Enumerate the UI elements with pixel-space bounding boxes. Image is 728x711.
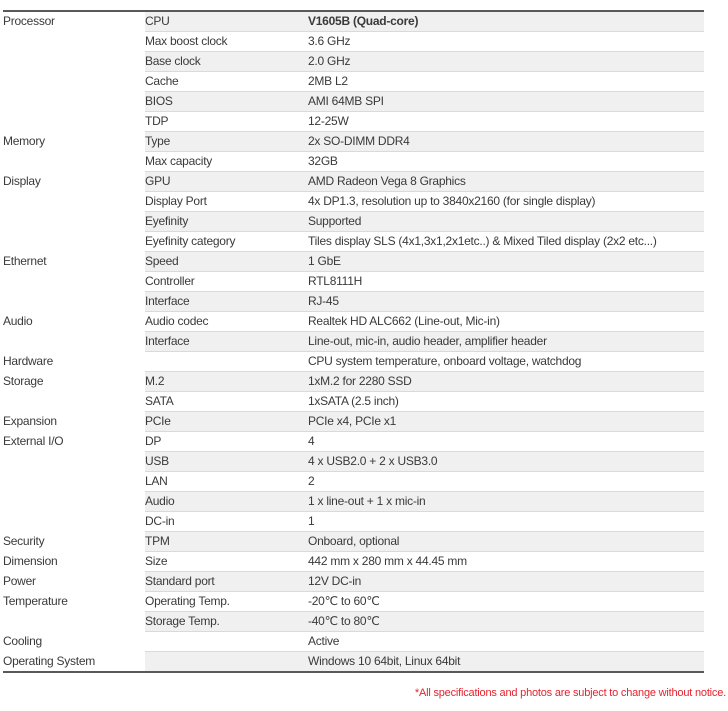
- spec-category-label: [3, 212, 145, 232]
- spec-value: 32GB: [308, 152, 704, 172]
- spec-attribute-label: Speed: [145, 252, 308, 272]
- spec-category-label: Security: [3, 532, 145, 552]
- table-row: [3, 232, 704, 252]
- spec-category-label: Expansion: [3, 412, 145, 432]
- spec-value: Onboard, optional: [308, 532, 704, 552]
- spec-attribute-label: Type: [145, 132, 308, 152]
- spec-value: Realtek HD ALC662 (Line-out, Mic-in): [308, 312, 704, 332]
- spec-attribute-label: TDP: [145, 112, 308, 132]
- spec-value: 4x DP1.3, resolution up to 3840x2160 (for single display): [308, 192, 704, 212]
- spec-category-label: [3, 332, 145, 352]
- spec-category-label: Hardware: [3, 352, 145, 372]
- spec-attribute-label: [145, 352, 308, 372]
- spec-value: RJ-45: [308, 292, 704, 312]
- table-row: [3, 652, 704, 673]
- spec-value: 442 mm x 280 mm x 44.45 mm: [308, 552, 704, 572]
- spec-attribute-label: Eyefinity: [145, 212, 308, 232]
- spec-value: 3.6 GHz: [308, 32, 704, 52]
- spec-value: 1xSATA (2.5 inch): [308, 392, 704, 412]
- spec-attribute-label: GPU: [145, 172, 308, 192]
- spec-value: RTL8111H: [308, 272, 704, 292]
- table-row: [3, 472, 704, 492]
- spec-category-label: [3, 492, 145, 512]
- spec-category-label: [3, 512, 145, 532]
- spec-category-label: [3, 92, 145, 112]
- spec-attribute-label: BIOS: [145, 92, 308, 112]
- table-row: [3, 192, 704, 212]
- spec-value: 2.0 GHz: [308, 52, 704, 72]
- spec-value: 2x SO-DIMM DDR4: [308, 132, 704, 152]
- table-row: [3, 11, 704, 32]
- table-row: [3, 112, 704, 132]
- spec-value: V1605B (Quad-core): [308, 11, 704, 32]
- spec-attribute-label: LAN: [145, 472, 308, 492]
- spec-attribute-label: USB: [145, 452, 308, 472]
- table-row: [3, 352, 704, 372]
- spec-value: 12-25W: [308, 112, 704, 132]
- table-row: [3, 332, 704, 352]
- table-row: [3, 592, 704, 612]
- spec-attribute-label: Standard port: [145, 572, 308, 592]
- table-row: [3, 132, 704, 152]
- spec-category-label: External I/O: [3, 432, 145, 452]
- table-row: [3, 512, 704, 532]
- spec-category-label: Processor: [3, 11, 145, 32]
- spec-value: Windows 10 64bit, Linux 64bit: [308, 652, 704, 673]
- spec-value: 2MB L2: [308, 72, 704, 92]
- spec-value: 4: [308, 432, 704, 452]
- spec-category-label: [3, 232, 145, 252]
- spec-category-label: Dimension: [3, 552, 145, 572]
- table-row: [3, 372, 704, 392]
- table-row: [3, 552, 704, 572]
- spec-value: Supported: [308, 212, 704, 232]
- spec-category-label: [3, 272, 145, 292]
- spec-attribute-label: Size: [145, 552, 308, 572]
- spec-attribute-label: Interface: [145, 292, 308, 312]
- spec-category-label: [3, 72, 145, 92]
- spec-category-label: [3, 452, 145, 472]
- spec-category-label: Temperature: [3, 592, 145, 612]
- table-row: [3, 272, 704, 292]
- table-row: [3, 252, 704, 272]
- disclaimer-footnote: *All specifications and photos are subject to change without notice.: [414, 687, 726, 699]
- spec-attribute-label: Max capacity: [145, 152, 308, 172]
- spec-attribute-label: DP: [145, 432, 308, 452]
- table-row: [3, 612, 704, 632]
- spec-category-label: [3, 612, 145, 632]
- table-row: [3, 32, 704, 52]
- spec-category-label: [3, 52, 145, 72]
- spec-value: 1xM.2 for 2280 SSD: [308, 372, 704, 392]
- spec-attribute-label: Base clock: [145, 52, 308, 72]
- table-row: [3, 92, 704, 112]
- spec-category-label: Power: [3, 572, 145, 592]
- spec-attribute-label: Cache: [145, 72, 308, 92]
- spec-value: -20℃ to 60℃: [308, 592, 704, 612]
- spec-category-label: [3, 392, 145, 412]
- table-row: [3, 172, 704, 192]
- spec-category-label: [3, 292, 145, 312]
- spec-attribute-label: Operating Temp.: [145, 592, 308, 612]
- spec-attribute-label: PCIe: [145, 412, 308, 432]
- spec-attribute-label: [145, 652, 308, 673]
- spec-value: 1 GbE: [308, 252, 704, 272]
- spec-category-label: [3, 112, 145, 132]
- spec-attribute-label: CPU: [145, 11, 308, 32]
- spec-attribute-label: Interface: [145, 332, 308, 352]
- table-row: [3, 452, 704, 472]
- spec-value: 2: [308, 472, 704, 492]
- table-row: [3, 492, 704, 512]
- spec-table-body: [3, 11, 704, 672]
- spec-value: Active: [308, 632, 704, 652]
- spec-value: -40℃ to 80℃: [308, 612, 704, 632]
- table-row: [3, 432, 704, 452]
- spec-attribute-label: Controller: [145, 272, 308, 292]
- spec-value: CPU system temperature, onboard voltage, watchdog: [308, 352, 704, 372]
- spec-attribute-label: Max boost clock: [145, 32, 308, 52]
- spec-value: 12V DC-in: [308, 572, 704, 592]
- table-row: [3, 632, 704, 652]
- spec-attribute-label: [145, 632, 308, 652]
- spec-category-label: Cooling: [3, 632, 145, 652]
- table-row: [3, 152, 704, 172]
- spec-table: [3, 10, 704, 673]
- spec-category-label: [3, 192, 145, 212]
- spec-attribute-label: TPM: [145, 532, 308, 552]
- table-row: [3, 312, 704, 332]
- spec-category-label: [3, 472, 145, 492]
- spec-category-label: Storage: [3, 372, 145, 392]
- table-row: [3, 532, 704, 552]
- spec-category-label: Audio: [3, 312, 145, 332]
- spec-value: 4 x USB2.0 + 2 x USB3.0: [308, 452, 704, 472]
- spec-value: AMI 64MB SPI: [308, 92, 704, 112]
- table-row: [3, 212, 704, 232]
- table-row: [3, 572, 704, 592]
- spec-attribute-label: DC-in: [145, 512, 308, 532]
- spec-category-label: [3, 32, 145, 52]
- spec-attribute-label: Audio: [145, 492, 308, 512]
- spec-category-label: Ethernet: [3, 252, 145, 272]
- spec-attribute-label: Storage Temp.: [145, 612, 308, 632]
- table-row: [3, 392, 704, 412]
- table-row: [3, 412, 704, 432]
- spec-value: PCIe x4, PCIe x1: [308, 412, 704, 432]
- spec-attribute-label: Eyefinity category: [145, 232, 308, 252]
- spec-value: AMD Radeon Vega 8 Graphics: [308, 172, 704, 192]
- table-row: [3, 72, 704, 92]
- spec-attribute-label: Audio codec: [145, 312, 308, 332]
- spec-attribute-label: SATA: [145, 392, 308, 412]
- spec-category-label: Operating System: [3, 652, 145, 673]
- spec-category-label: [3, 152, 145, 172]
- spec-attribute-label: Display Port: [145, 192, 308, 212]
- table-row: [3, 52, 704, 72]
- spec-category-label: Display: [3, 172, 145, 192]
- spec-attribute-label: M.2: [145, 372, 308, 392]
- spec-value: Tiles display SLS (4x1,3x1,2x1etc..) & Mixed Tiled display (2x2 etc...): [308, 232, 704, 252]
- table-row: [3, 292, 704, 312]
- spec-category-label: Memory: [3, 132, 145, 152]
- spec-value: 1: [308, 512, 704, 532]
- spec-value: Line-out, mic-in, audio header, amplifier header: [308, 332, 704, 352]
- spec-value: 1 x line-out + 1 x mic-in: [308, 492, 704, 512]
